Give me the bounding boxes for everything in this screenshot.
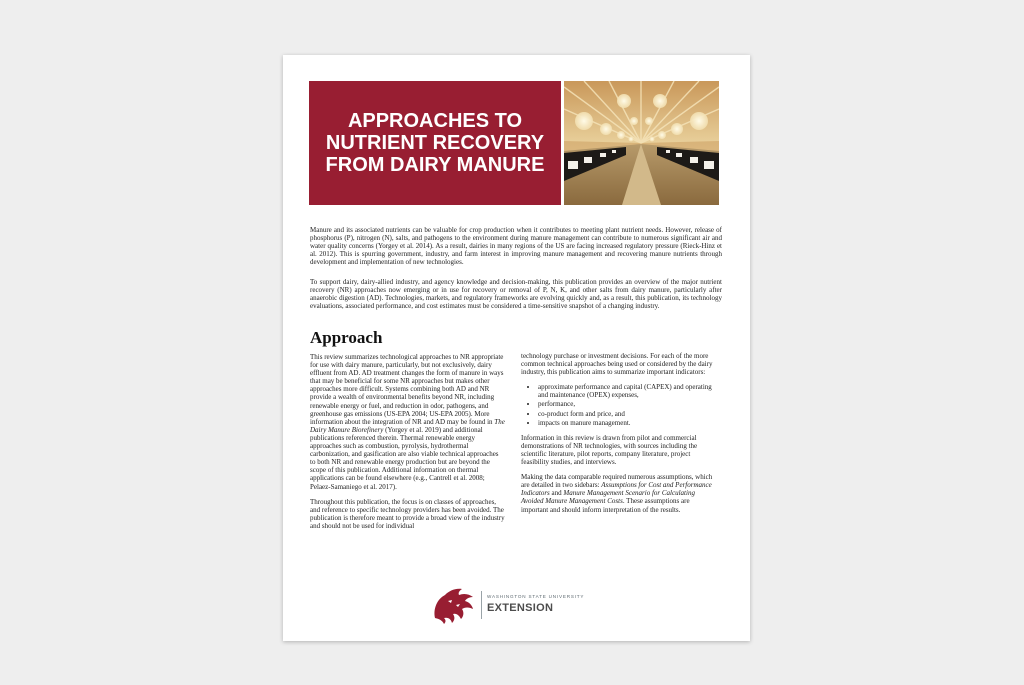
logo-text xyxy=(487,594,584,614)
right-p3-text-c: . These assumptions are important and should inform interpretation of the results. xyxy=(521,497,690,514)
logo-divider xyxy=(481,591,482,619)
right-paragraph-1: technology purchase or investment decisions. For each of the more common technical approaches being used or considered by the dairy industry, this publication aims to summarize important indicators: xyxy=(521,352,713,377)
right-p3-italic-2: Manure Management Scenario for Calculating Avoided Manure Management Costs xyxy=(521,489,695,506)
right-p3-italic-1: Assumptions for Cost and Performance Indicators xyxy=(521,481,712,498)
list-item: • approximate performance and capital (CAPEX) and operating and maintenance (OPEX) expenses, xyxy=(538,383,716,399)
left-column xyxy=(310,353,505,537)
intro-paragraph-1: Manure and its associated nutrients can be valuable for crop production when it contributes to meeting plant nutrient needs. However, release of phosphorus (P), nitrogen (N), salts, and pathogens to the environment during manure management can contribute to numerous significant air and water quality concerns (Yorgey et al. 2014). As a result, dairies in many regions of the US are facing increased regulatory pressure (Rieck-Hinz et al. 2012). This is spurring government, industry, and farm interest in improving manure management and recovering manure nutrients through development and implementation of new technologies. xyxy=(310,226,722,267)
right-p3-text-a: Making the data comparable required numerous assumptions, which are detailed in two sidebars: xyxy=(521,473,713,490)
right-paragraph-3 xyxy=(521,473,716,513)
list-item: • performance, xyxy=(538,400,716,408)
list-item: • co-product form and price, and xyxy=(538,410,716,418)
left-p1-text-b: (Yorgey et al. 2019) and additional publications referenced therein. Thermal renewable energy approaches such as combustion, pyrolysis, hydrothermal carbonization, and gasification are also viable technical approaches to both NR and renewable energy production but are beyond the scope of this publication. Additional information on thermal applications can be found elsewhere (e.g., Cantrell et al. 2008; Pelaez-Samaniego et al. 2017). xyxy=(310,425,499,491)
barn-photo xyxy=(564,81,719,205)
university-name: WASHINGTON STATE UNIVERSITY xyxy=(487,594,585,599)
section-heading: Approach xyxy=(310,328,383,347)
right-p3-text-b: and xyxy=(549,489,564,498)
left-paragraph-1 xyxy=(310,353,505,491)
intro-paragraph-2: To support dairy, dairy-allied industry, and agency knowledge and decision-making, this publication provides an overview of the major nutrient recovery (NR) approaches now emerging or in use for recovery or removal of P, N, K, and other salts from dairy manure, particularly after anaerobic digestion (AD). Technologies, markets, and regulatory frameworks are evolving quickly and, as a result, this publication, its technology evaluations, associated performance, and cost estimates must be considered a time-sensitive snapshot of a changing industry. xyxy=(310,278,722,311)
right-column xyxy=(521,352,716,521)
title-banner xyxy=(309,81,561,205)
indicator-list xyxy=(521,383,716,426)
left-p1-text-a: This review summarizes technological approaches to NR appropriate for use with dairy manure, particularly, but not exclusively, dairy effluent from AD. AD treatment changes the form of manure in ways that may be beneficial for some NR approaches but makes other approaches more difficult. Systems combining both AD and NR provide a wealth of environmental benefits beyond NR, including renewable energy or fuel, and reduction in odor, pathogens, and greenhouse gas emissions (US-EPA 2004; US-EPA 2005). More information about the integration of NR and AD may be found in xyxy=(310,353,504,426)
barn-photo-icon xyxy=(564,81,719,205)
left-paragraph-2: Throughout this publication, the focus is on classes of approaches, and reference to specific technology providers has been avoided. The publication is therefore meant to provide a broad view of the industry and should not be used for individual xyxy=(310,497,505,530)
page-title: APPROACHES TO NUTRIENT RECOVERY FROM DAIRY MANURE xyxy=(325,110,545,176)
wsu-extension-logo xyxy=(431,585,611,625)
right-paragraph-2: Information in this review is drawn from pilot and commercial demonstrations of NR technologies, with sources including the scientific literature, pilot reports, company literature, project feasibility studies, and interviews. xyxy=(521,433,698,467)
cougar-logo-icon xyxy=(431,585,477,625)
document-page xyxy=(283,55,750,641)
left-p1-italic: The Dairy Manure Biorefinery xyxy=(310,417,505,434)
extension-label: EXTENSION xyxy=(487,602,554,614)
list-item: • impacts on manure management. xyxy=(538,419,716,427)
